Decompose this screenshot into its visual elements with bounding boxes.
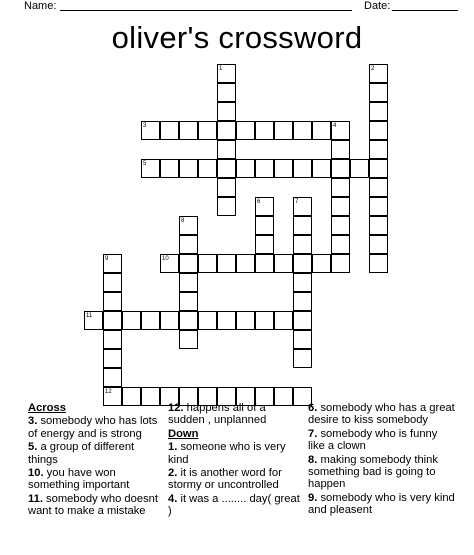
clue-text: somebody who has a great desire to kiss somebody bbox=[308, 402, 455, 427]
clue-number-label: 6 bbox=[257, 199, 261, 205]
crossword-cell[interactable] bbox=[103, 330, 122, 349]
clue-number: 2. bbox=[168, 467, 178, 480]
clue-number-label: 11 bbox=[86, 313, 93, 319]
crossword-cell[interactable] bbox=[122, 311, 141, 330]
crossword-cell[interactable] bbox=[217, 140, 236, 159]
crossword-cell[interactable] bbox=[217, 311, 236, 330]
crossword-cell[interactable] bbox=[103, 273, 122, 292]
clue-across-5 bbox=[28, 441, 163, 466]
crossword-cell[interactable] bbox=[369, 197, 388, 216]
clue-number: 12. bbox=[168, 402, 184, 414]
clue-text: someone who is very kind bbox=[168, 441, 286, 466]
crossword-cell[interactable] bbox=[179, 159, 198, 178]
crossword-cell[interactable] bbox=[369, 83, 388, 102]
clue-number-label: 3 bbox=[143, 123, 147, 129]
down-heading: Down bbox=[168, 427, 199, 440]
crossword-cell[interactable] bbox=[141, 121, 160, 140]
clue-number-label: 1 bbox=[219, 66, 223, 72]
crossword-cell[interactable] bbox=[312, 121, 331, 140]
clue-number-label: 12 bbox=[105, 389, 112, 395]
crossword-cell[interactable] bbox=[217, 178, 236, 197]
crossword-cell[interactable] bbox=[255, 254, 274, 273]
clue-number: 9. bbox=[308, 491, 318, 504]
crossword-cell[interactable] bbox=[179, 292, 198, 311]
crossword-cell[interactable] bbox=[331, 178, 350, 197]
clue-number: 6. bbox=[308, 402, 318, 414]
clue-number: 11. bbox=[28, 492, 43, 505]
clue-column-2 bbox=[168, 402, 303, 519]
crossword-cell[interactable] bbox=[369, 64, 388, 83]
crossword-cell[interactable] bbox=[293, 216, 312, 235]
crossword-cell[interactable] bbox=[350, 159, 369, 178]
clue-across-3 bbox=[28, 415, 163, 440]
crossword-cell[interactable] bbox=[369, 159, 388, 178]
clue-across-12 bbox=[168, 402, 303, 427]
crossword-cell[interactable] bbox=[198, 311, 217, 330]
crossword-cell[interactable] bbox=[369, 254, 388, 273]
crossword-cell[interactable] bbox=[198, 159, 217, 178]
clue-number-label: 9 bbox=[105, 256, 109, 262]
crossword-cell[interactable] bbox=[141, 311, 160, 330]
clue-down-2 bbox=[168, 467, 303, 492]
crossword-cell[interactable] bbox=[369, 216, 388, 235]
crossword-cell[interactable] bbox=[103, 254, 122, 273]
crossword-cell[interactable] bbox=[198, 254, 217, 273]
crossword-cell[interactable] bbox=[217, 102, 236, 121]
crossword-cell[interactable] bbox=[293, 197, 312, 216]
crossword-cell[interactable] bbox=[160, 254, 179, 273]
crossword-cell[interactable] bbox=[293, 121, 312, 140]
clue-number: 4. bbox=[168, 492, 178, 505]
crossword-cell[interactable] bbox=[236, 254, 255, 273]
crossword-cell[interactable] bbox=[217, 64, 236, 83]
clue-down-1 bbox=[168, 441, 303, 466]
crossword-cell[interactable] bbox=[103, 311, 122, 330]
clue-number: 1. bbox=[168, 441, 178, 454]
crossword-cell[interactable] bbox=[293, 235, 312, 254]
clue-number: 10. bbox=[28, 467, 44, 480]
clue-text: making somebody think something bad is going to happen bbox=[308, 453, 438, 491]
crossword-cell[interactable] bbox=[274, 121, 293, 140]
crossword-cell[interactable] bbox=[103, 368, 122, 387]
clue-number: 8. bbox=[308, 453, 318, 466]
crossword-cell[interactable] bbox=[255, 121, 274, 140]
crossword-cell[interactable] bbox=[369, 102, 388, 121]
crossword-cell[interactable] bbox=[217, 83, 236, 102]
crossword-cell[interactable] bbox=[103, 349, 122, 368]
clue-column-1 bbox=[28, 402, 163, 519]
clue-text: somebody who doesnt want to make a mistake bbox=[28, 492, 158, 518]
crossword-cell[interactable] bbox=[179, 235, 198, 254]
crossword-cell[interactable] bbox=[293, 254, 312, 273]
clue-text: somebody who is very kind and pleasent bbox=[308, 491, 455, 517]
clue-number-label: 4 bbox=[333, 123, 337, 129]
clue-number-label: 8 bbox=[181, 218, 185, 224]
crossword-cell[interactable] bbox=[255, 216, 274, 235]
clue-across-10 bbox=[28, 467, 163, 492]
clue-number-label: 2 bbox=[371, 66, 375, 72]
clue-number: 5. bbox=[28, 441, 38, 454]
clue-text: happens all of a sudden , unplanned bbox=[168, 402, 267, 427]
clue-text: somebody who is funny like a clown bbox=[308, 427, 438, 453]
crossword-cell[interactable] bbox=[293, 159, 312, 178]
crossword-cell[interactable] bbox=[217, 254, 236, 273]
crossword-cell[interactable] bbox=[331, 216, 350, 235]
clue-number-label: 10 bbox=[162, 256, 169, 262]
crossword-cell[interactable] bbox=[179, 216, 198, 235]
crossword-cell[interactable] bbox=[293, 273, 312, 292]
name-label: Name: bbox=[24, 0, 57, 12]
crossword-cell[interactable] bbox=[274, 254, 293, 273]
crossword-cell[interactable] bbox=[160, 121, 179, 140]
crossword-cell[interactable] bbox=[160, 311, 179, 330]
across-heading: Across bbox=[28, 402, 66, 414]
crossword-cell[interactable] bbox=[274, 159, 293, 178]
crossword-cell[interactable] bbox=[331, 159, 350, 178]
crossword-cell[interactable] bbox=[217, 197, 236, 216]
crossword-cell[interactable] bbox=[369, 140, 388, 159]
crossword-cell[interactable] bbox=[293, 349, 312, 368]
crossword-cell[interactable] bbox=[179, 311, 198, 330]
clue-across-11 bbox=[28, 493, 163, 518]
crossword-cell[interactable] bbox=[236, 159, 255, 178]
crossword-cell[interactable] bbox=[217, 159, 236, 178]
clue-text: a group of different things bbox=[28, 441, 135, 466]
clue-number-label: 5 bbox=[143, 161, 147, 167]
crossword-cell[interactable] bbox=[369, 121, 388, 140]
clue-text: it is another word for stormy or uncontrolled bbox=[168, 467, 282, 492]
crossword-cell[interactable] bbox=[312, 159, 331, 178]
clue-down-9 bbox=[308, 492, 456, 517]
crossword-cell[interactable] bbox=[160, 159, 179, 178]
crossword-cell[interactable] bbox=[312, 254, 331, 273]
crossword-cell[interactable] bbox=[103, 292, 122, 311]
crossword-cell[interactable] bbox=[331, 254, 350, 273]
crossword-cell[interactable] bbox=[255, 197, 274, 216]
clue-text: somebody who has lots of energy and is strong bbox=[28, 415, 158, 440]
crossword-cell[interactable] bbox=[236, 311, 255, 330]
crossword-cell[interactable] bbox=[236, 121, 255, 140]
clue-number: 7. bbox=[308, 427, 318, 440]
crossword-cell[interactable] bbox=[369, 178, 388, 197]
date-label: Date: bbox=[364, 0, 391, 12]
crossword-cell[interactable] bbox=[198, 121, 217, 140]
crossword-cell[interactable] bbox=[331, 140, 350, 159]
clue-number: 3. bbox=[28, 415, 38, 428]
clue-column-3 bbox=[308, 402, 456, 518]
crossword-cell[interactable] bbox=[255, 159, 274, 178]
clue-text: it was a ........ day( great ) bbox=[168, 492, 300, 518]
clue-down-8 bbox=[308, 454, 456, 491]
crossword-cell[interactable] bbox=[369, 235, 388, 254]
crossword-cell[interactable] bbox=[179, 254, 198, 273]
clue-down-6 bbox=[308, 402, 456, 427]
clue-down-4 bbox=[168, 493, 303, 518]
crossword-cell[interactable] bbox=[179, 330, 198, 349]
crossword-cell[interactable] bbox=[331, 121, 350, 140]
crossword-cell[interactable] bbox=[217, 121, 236, 140]
crossword-cell[interactable] bbox=[274, 311, 293, 330]
crossword-cell[interactable] bbox=[331, 197, 350, 216]
crossword-cell[interactable] bbox=[255, 311, 274, 330]
crossword-cell[interactable] bbox=[255, 235, 274, 254]
crossword-cell[interactable] bbox=[331, 235, 350, 254]
clue-number-label: 7 bbox=[295, 199, 299, 205]
crossword-cell[interactable] bbox=[141, 159, 160, 178]
crossword-cell[interactable] bbox=[179, 121, 198, 140]
crossword-cell[interactable] bbox=[179, 273, 198, 292]
page-title: oliver's crossword bbox=[111, 20, 363, 55]
clue-text: you have won something important bbox=[28, 467, 130, 492]
crossword-cell[interactable] bbox=[293, 292, 312, 311]
crossword-cell[interactable] bbox=[293, 330, 312, 349]
crossword-cell[interactable] bbox=[84, 311, 103, 330]
clue-down-7 bbox=[308, 428, 456, 453]
crossword-cell[interactable] bbox=[293, 311, 312, 330]
